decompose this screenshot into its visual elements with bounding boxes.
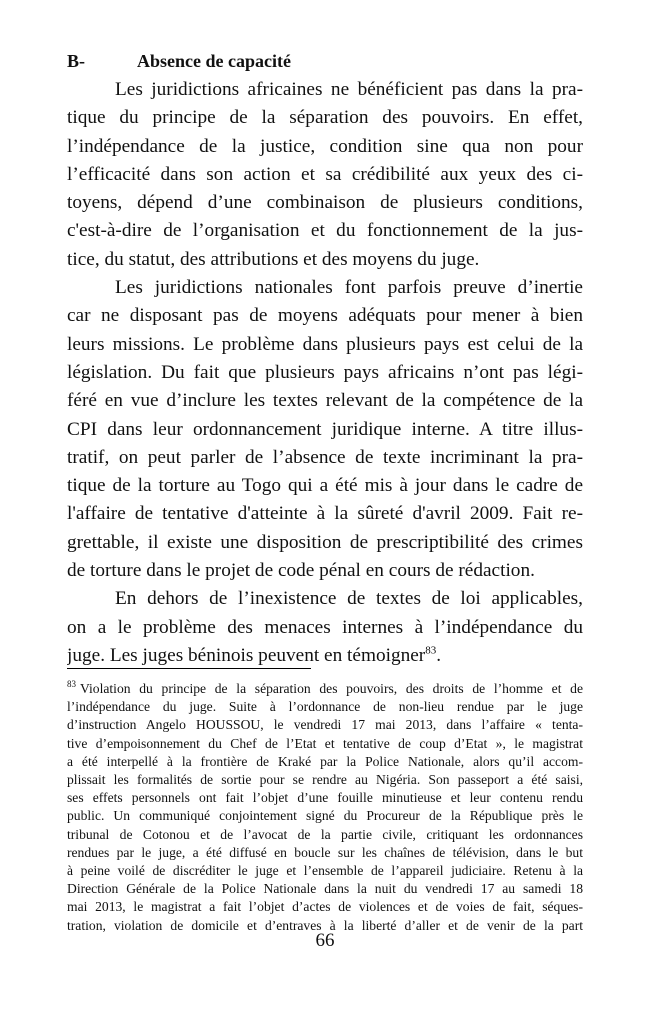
footnote-separator: [67, 668, 311, 669]
text-line: on a le problème des menaces internes à l’indépendance du: [67, 616, 583, 638]
text-line: leurs missions. Le problème dans plusieurs pays est celui de la: [67, 333, 583, 355]
text-line: féré en vue d’inclure les textes relevant de la compétence de la: [67, 390, 583, 412]
footnote-text: Violation du principe de la séparation des pouvoirs, des droits de l’homme et de: [80, 681, 583, 696]
footnote: [67, 680, 583, 935]
footnote-reference[interactable]: 83: [425, 644, 437, 657]
text-line: l’efficacité dans son action et sa crédibilité aux yeux des ci-: [67, 163, 583, 185]
text-line: Les juridictions nationales font parfois preuve d’inertie: [115, 277, 583, 299]
page-number: 66: [315, 930, 335, 951]
text-line: toyens, dépend d’une combinaison de plusieurs conditions,: [67, 192, 583, 214]
footnote-line: Direction Générale de la Police Nationale dans la nuit du vendredi 17 au samedi 18: [67, 881, 583, 897]
text-line: Les juridictions africaines ne bénéficient pas dans la pra-: [115, 79, 583, 100]
text-line: c'est-à-dire de l’organisation et du fonctionnement de la jus-: [67, 220, 583, 242]
paragraph-1: [67, 76, 583, 274]
footnote-line: l’indépendance du juge. Suite à l’ordonnance de non-lieu rendue par le juge: [67, 699, 583, 715]
text-line: de torture dans le projet de code pénal en cours de rédaction.: [67, 560, 535, 582]
footnote-line: plissait les formalités de sortie pour se rendre au Nigéria. Son passeport a été saisi,: [67, 772, 583, 788]
footnote-line: [67, 680, 583, 698]
footnote-line: d’instruction Angelo HOUSSOU, le vendredi 17 mai 2013, dans l’affaire « tenta-: [67, 717, 583, 733]
text-line: juge. Les juges béninois peuvent en témoigner: [67, 644, 426, 666]
footnote-line: ses effets personnels ont fait l’objet d’une fouille minutieuse et leur contenu rendu: [67, 790, 583, 806]
text-line: tique du principe de la séparation des pouvoirs. En effet,: [67, 107, 583, 129]
text-line-with-footnote: [67, 642, 583, 670]
paragraph-3: [67, 585, 583, 670]
footnote-line: tration, violation de domicile et d’entraves à la liberté d’aller et de venir de la part: [67, 917, 583, 933]
page-body: [67, 48, 583, 670]
footnote-line: mai 2013, le magistrat a fait l’objet d’actes de violences et de voies de fait, séques-: [67, 899, 583, 915]
text-line: grettable, il existe une disposition de prescriptibilité des crimes: [67, 531, 583, 553]
paragraph-2: [67, 274, 583, 585]
text-line: tratif, on peut parler de l’absence de texte incriminant la pra-: [67, 446, 583, 468]
text-line: CPI dans leur ordonnancement juridique interne. A titre illus-: [67, 418, 583, 440]
text-line: l’indépendance de la justice, condition sine qua non pour: [67, 135, 583, 157]
text-line: législation. Du fait que plusieurs pays africains n’ont pas légi-: [67, 361, 583, 383]
text-line: l'affaire de tentative d'atteinte à la sûreté d'avril 2009. Fait re-: [67, 503, 583, 525]
text-line: En dehors de l’inexistence de textes de loi applicables,: [115, 588, 583, 610]
footnote-line: tribunal de Cotonou et de l’avocat de la partie civile, critiquant les ordonnances: [67, 826, 583, 842]
section-number: B-: [67, 51, 85, 71]
section-title: Absence de capacité: [137, 51, 291, 71]
section-heading: [67, 48, 583, 74]
footnote-number: 83: [67, 680, 76, 690]
footnote-line: rendues par le juge, a été diffusé en boucle sur les chaînes de télévision, dans le but: [67, 844, 583, 860]
text-line: tique de la torture au Togo qui a été mis à jour dans le cadre de: [67, 475, 583, 497]
footnote-line: public. Un communiqué conjointement signé du Procureur de la République près le: [67, 808, 583, 824]
sentence-end: .: [436, 644, 442, 666]
text-line: tice, du statut, des attributions et des moyens du juge.: [67, 248, 480, 270]
footnote-line: à peine voilé de discréditer le juge et l’ensemble de l’appareil judiciaire. Retenu à la: [67, 863, 583, 879]
text-line: car ne disposant pas de moyens adéquats pour mener à bien: [67, 305, 583, 327]
footnote-line: tive d’empoisonnement du Chef de l’Etat et tentative de coup d’Etat », le magistrat: [67, 735, 583, 751]
footnote-line: a été interpellé à la frontière de Kraké par la Police Nationale, alors qu’il accom-: [67, 753, 583, 769]
